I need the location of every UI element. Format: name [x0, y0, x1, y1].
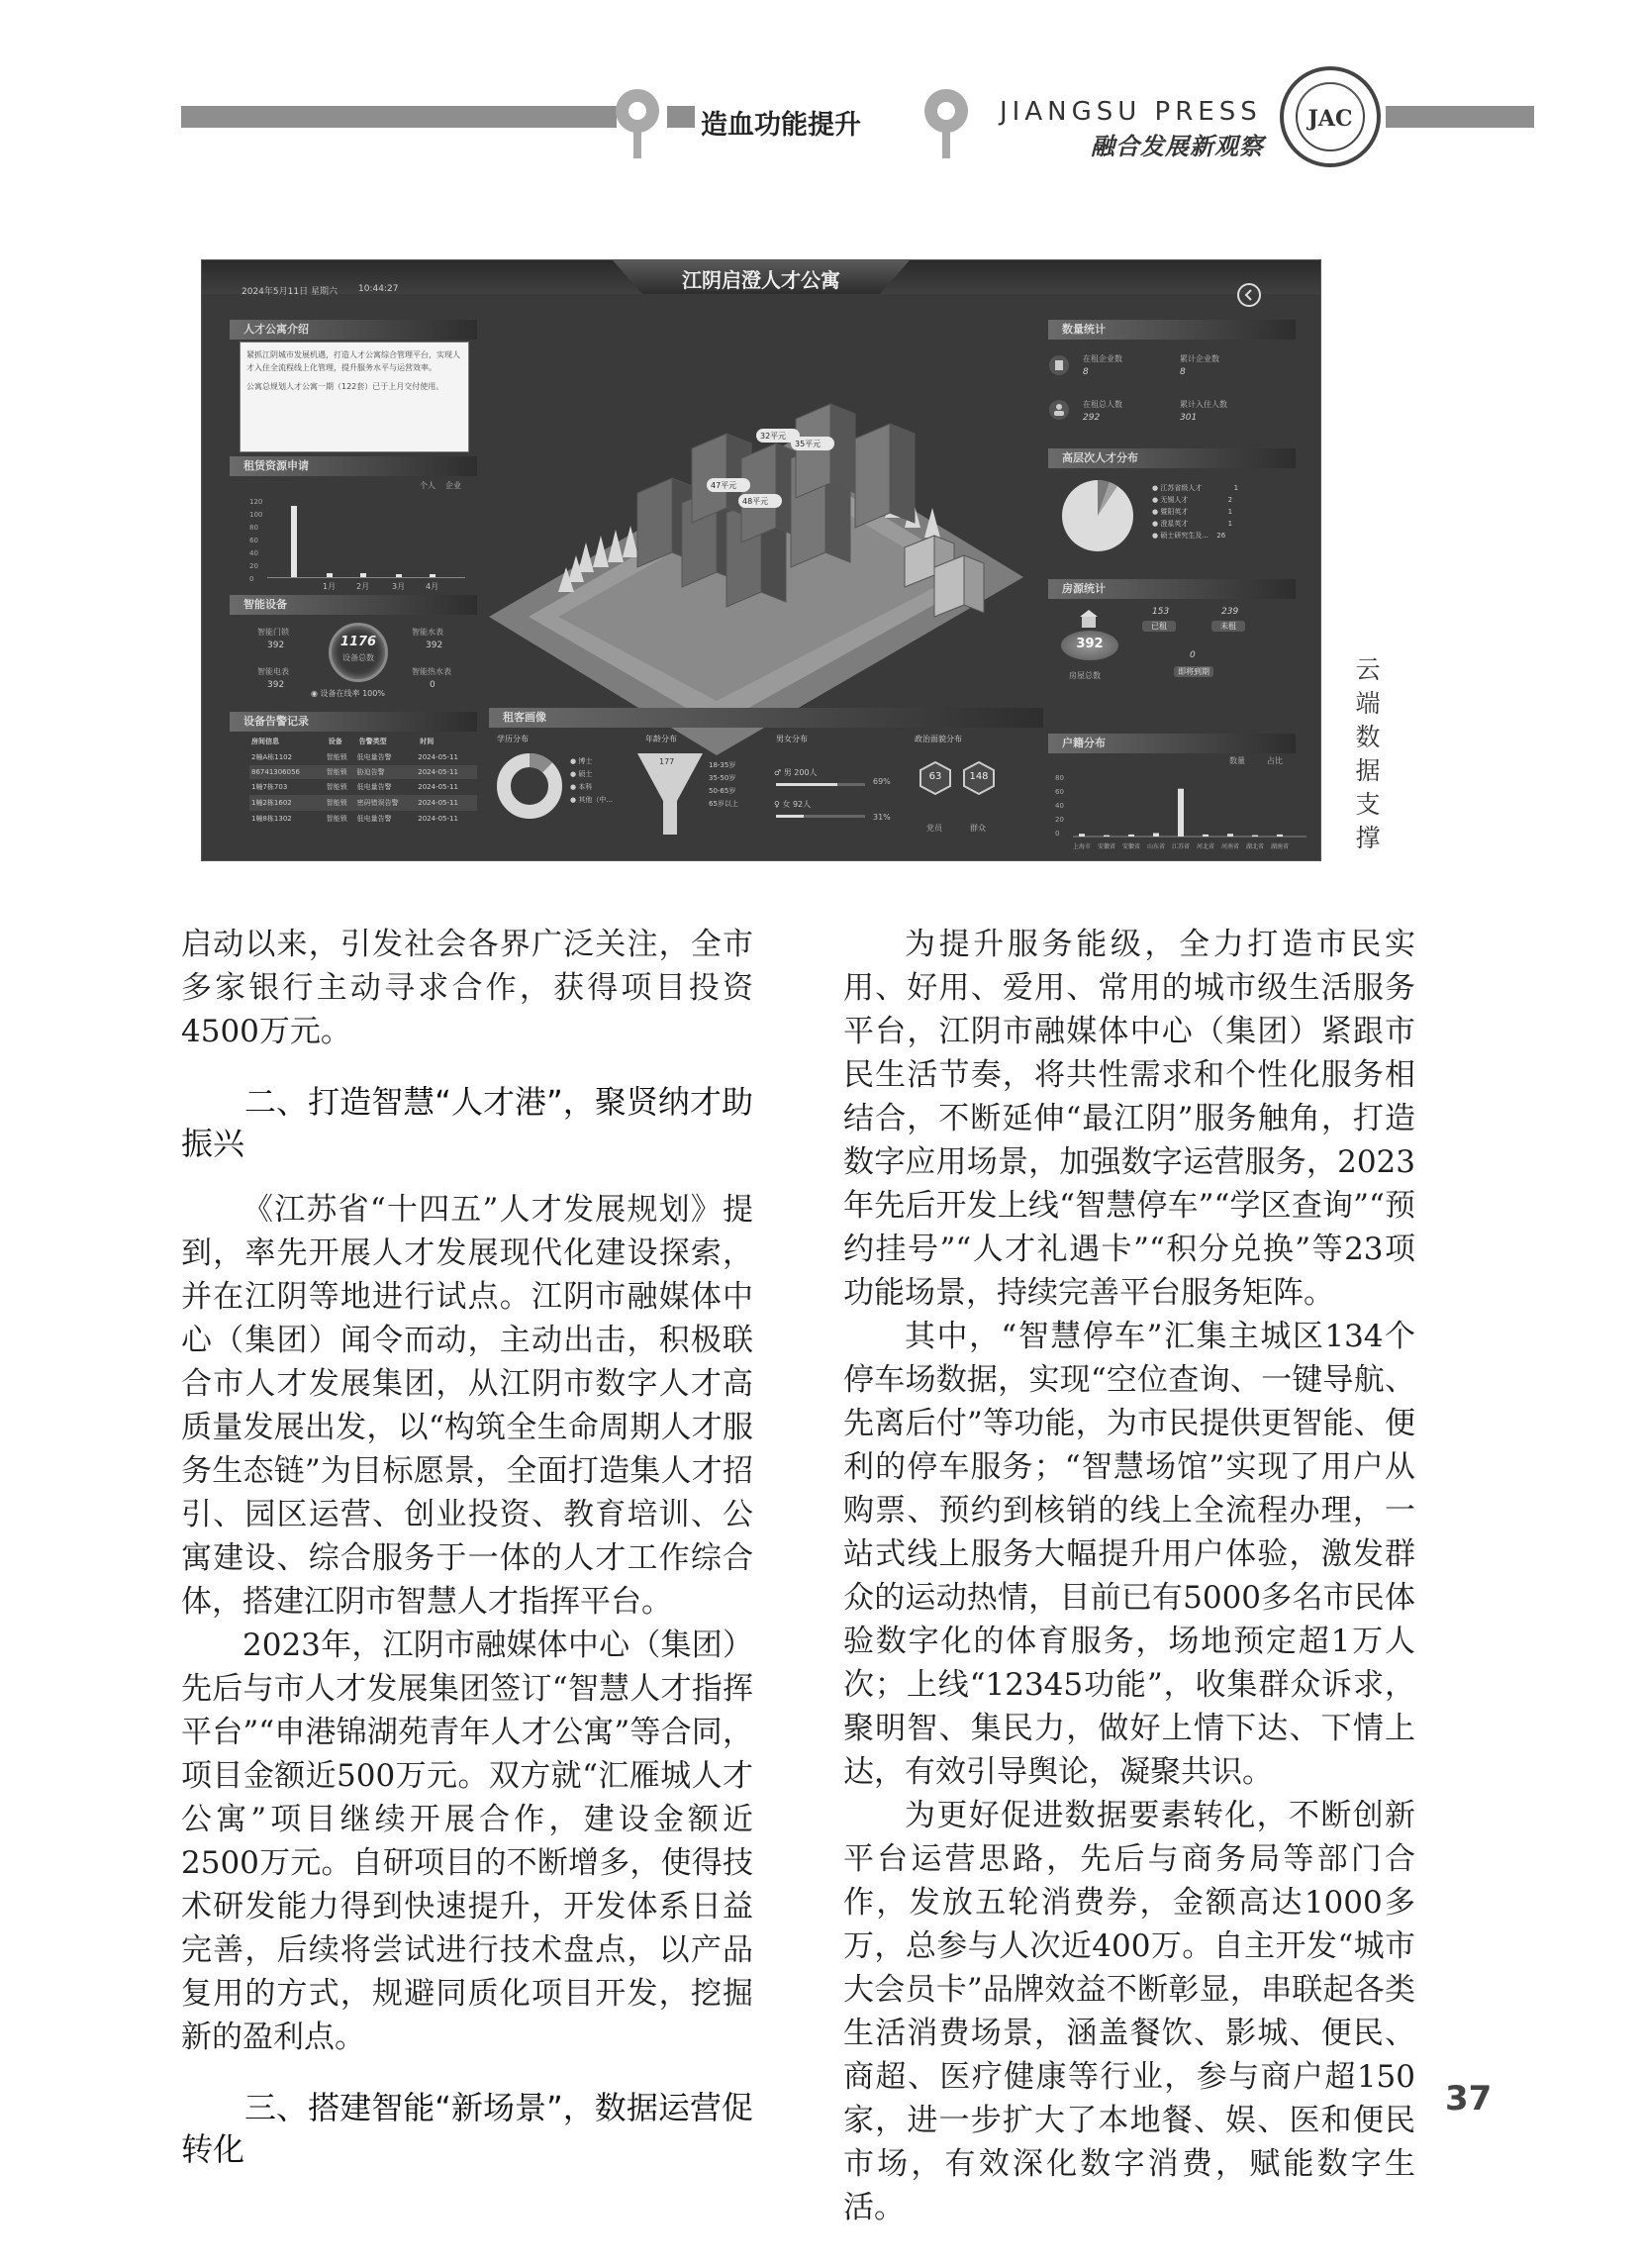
- legend-value: 1: [1227, 508, 1233, 516]
- house-expiring-value: 0: [1190, 650, 1196, 660]
- device-item-label: 智能电表: [257, 667, 289, 676]
- section-heading: 二、打造智慧“人才港”，聚贤纳才助振兴: [181, 1083, 753, 1162]
- intro-panel-title: 人才公寓介绍: [230, 320, 477, 340]
- household-bar: [1203, 835, 1209, 837]
- table-cell: 智能锁: [326, 768, 347, 776]
- party-value: 63: [928, 771, 942, 782]
- table-cell: 2024-05-11: [418, 799, 458, 807]
- table-cell: 2024-05-11: [418, 783, 458, 791]
- legend-value: 2: [1227, 496, 1233, 504]
- household-bar-chart: [1073, 775, 1310, 854]
- table-cell: 1幢2栋1602: [251, 799, 292, 807]
- alarm-col-header: 时间: [420, 738, 435, 745]
- household-y-tick: 80: [1055, 774, 1064, 782]
- house-total-value: 392: [1076, 637, 1104, 651]
- rent-bar: [291, 506, 297, 577]
- legend-item: ● 硕士研究生及... 26: [1152, 532, 1226, 540]
- rent-legend-company: 企业: [445, 481, 461, 490]
- alarm-col-header: 房间信息: [251, 738, 279, 745]
- alarm-col-header: 设备: [328, 738, 342, 745]
- alarm-table: [249, 734, 477, 827]
- body-paragraph: 《江苏省“十四五”人才发展规划》提到，率先开展人才发展现代化建设探索，并在江阴等地进行试点。江阴市融媒体中心（集团）闻令而动，主动出击，积极联合市人才发展集团，从江阴市数字人才高质量发展出发，以“构筑全生命周期人才服务生态链”为目标愿景，全面打造集人才招引、园区运营、创业投资、教育培训、公寓建设、综合服务于一体的人才工作综合体，搭建江阴市智慧人才指挥平台。: [181, 1192, 753, 1620]
- table-cell: 2024-05-11: [418, 815, 458, 823]
- house-expiring-label: 即将到期: [1174, 666, 1213, 677]
- household-x-tick: 江苏省: [1171, 843, 1191, 850]
- device-item-value: 392: [267, 680, 285, 690]
- device-item-value: 0: [430, 680, 435, 690]
- table-cell: 1幢8栋1302: [251, 815, 292, 823]
- rent-panel-title: 租赁资源申请: [230, 456, 477, 476]
- section-heading: 三、搭建智能“新场景”，数据运营促转化: [181, 2089, 753, 2168]
- stat-label: 累计入住人数: [1180, 400, 1227, 409]
- house-rented-value: 153: [1152, 607, 1170, 617]
- household-bar: [1104, 836, 1110, 837]
- legend-item: ● 澄星英才 1: [1152, 520, 1233, 528]
- household-y-tick: 60: [1055, 788, 1064, 796]
- legend-item: ● 无锡人才 2: [1152, 496, 1233, 504]
- online-indicator-icon: ◉: [311, 689, 321, 698]
- female-row: [774, 799, 811, 810]
- location-pin-icon: [917, 83, 976, 160]
- female-pct: 31%: [873, 813, 891, 822]
- legend-item: ● 其他（中...: [570, 796, 614, 804]
- table-cell: 胁迫告警: [356, 768, 385, 776]
- male-bar-fill: [776, 783, 837, 786]
- household-y-tick: 40: [1055, 802, 1064, 810]
- house-unrented-value: 239: [1221, 607, 1239, 617]
- stat-value: 8: [1180, 367, 1186, 377]
- party-label: 党员: [926, 824, 942, 833]
- caption-char: 据: [1355, 756, 1381, 785]
- rent-x-tick: 2月: [356, 582, 370, 591]
- body-paragraph: 2023年，江阴市融媒体中心（集团）先后与市人才发展集团签订“智慧人才指挥平台”“申港锦湖苑青年人才公寓”等合同，项目金额近500万元。双方就“汇雁城人才公寓”项目继续开展合作，建设金额近2500万元。自研项目的不断增多，使得技术研发能力得到快速提升，开发体系日益完善，后续将尝试进行技术盘点，以产品复用的方式，规避同质化项目开发，挖掘新的盈利点。: [181, 1627, 753, 2055]
- map-marker-label[interactable]: 32平元: [760, 432, 787, 441]
- rent-x-tick: 4月: [426, 582, 439, 591]
- association-seal-logo: [1279, 65, 1382, 168]
- house-rented-label: 已租: [1142, 621, 1176, 632]
- table-cell: 86741306056: [251, 768, 300, 776]
- table-cell: 低电量告警: [356, 783, 392, 791]
- svg-text:JAC: JAC: [1307, 106, 1353, 132]
- dashboard-date: 2024年5月11日 星期六: [242, 287, 338, 297]
- brand-chinese: 融合发展新观察: [1091, 132, 1264, 160]
- education-donut-chart: [495, 751, 564, 821]
- age-range: 18-35岁: [709, 761, 736, 769]
- household-x-tick: 山东省: [1146, 843, 1166, 850]
- legend-label: 其他（中...: [578, 796, 614, 804]
- section-title: 造血功能提升: [701, 110, 861, 141]
- alarm-col-header: 告警类型: [358, 738, 387, 745]
- device-item-value: 392: [426, 641, 443, 650]
- legend-label: 硕士研究生及...: [1160, 532, 1209, 540]
- female-bar-fill: [776, 815, 804, 818]
- male-icon: ♂: [774, 768, 784, 777]
- rent-y-tick: 20: [249, 562, 258, 570]
- legend-label: 无锡人才: [1160, 496, 1189, 504]
- table-row[interactable]: [249, 795, 477, 811]
- mass-label: 群众: [970, 824, 986, 833]
- female-value: 92人: [792, 800, 812, 809]
- brand-english: JIANGSU PRESS: [1000, 97, 1262, 127]
- household-x-tick: 安徽省: [1097, 843, 1116, 850]
- header-bar-left: [181, 106, 617, 128]
- education-legend: [570, 755, 613, 807]
- legend-label: 本科: [578, 783, 593, 791]
- table-cell: 智能锁: [326, 815, 347, 823]
- table-cell: 智能锁: [326, 753, 347, 761]
- legend-label: 江苏省级人才: [1160, 484, 1203, 492]
- rent-x-tick: 1月: [323, 582, 337, 591]
- alarm-panel-title: 设备告警记录: [230, 712, 477, 732]
- household-x-tick: 安徽省: [1121, 843, 1141, 850]
- education-title: 学历分布: [497, 735, 529, 743]
- male-row: [774, 767, 818, 778]
- age-ranges: [709, 759, 738, 811]
- online-rate-label: 设备在线率: [320, 689, 360, 698]
- table-cell: 1幢7栋703: [251, 783, 288, 791]
- map-marker-label[interactable]: 35平元: [795, 440, 822, 448]
- household-x-tick: 河北省: [1196, 843, 1215, 850]
- legend-value: 1: [1227, 520, 1233, 528]
- online-rate-value: 100%: [362, 689, 385, 698]
- caption-char: 云: [1355, 655, 1381, 684]
- mass-value: 148: [969, 771, 989, 782]
- age-range: 65岁以上: [709, 800, 738, 808]
- intro-paragraph-2: 公寓总规划人才公寓一期（122套）已于上月交付使用。: [246, 382, 444, 391]
- stat-value: 301: [1180, 413, 1198, 423]
- talent-pie-chart: [1058, 476, 1137, 555]
- device-item-label: 智能门锁: [257, 628, 289, 637]
- caption-char: 端: [1355, 689, 1381, 718]
- map-marker-label[interactable]: 47平元: [711, 481, 737, 490]
- left-column: [181, 923, 753, 2194]
- household-panel-title: 户籍分布: [1048, 734, 1296, 753]
- age-range: 35-50岁: [709, 774, 736, 782]
- household-bar: [1153, 834, 1159, 838]
- caption-char: 撑: [1355, 824, 1381, 852]
- device-item-label: 智能水表: [412, 628, 443, 637]
- household-x-tick: 湖北省: [1245, 843, 1265, 850]
- device-total-label: 设备总数: [342, 653, 374, 662]
- caption-char: 支: [1355, 790, 1381, 819]
- stat-value: 8: [1083, 367, 1089, 377]
- house-unrented-label: 未租: [1211, 621, 1245, 632]
- talent-panel-title: 高层次人才分布: [1048, 448, 1296, 468]
- household-y-tick: 0: [1055, 830, 1060, 838]
- table-row[interactable]: [249, 811, 477, 827]
- rent-x-tick: 3月: [392, 582, 406, 591]
- male-value: 200人: [794, 768, 818, 777]
- legend-label: 澄星英才: [1160, 520, 1189, 528]
- household-x-tick: 上海市: [1073, 843, 1092, 850]
- table-cell: 2024-05-11: [418, 768, 458, 776]
- table-cell: 智能锁: [326, 783, 347, 791]
- dashboard-screenshot: [201, 259, 1321, 861]
- gender-title: 男女分布: [776, 735, 808, 743]
- household-bar: [1079, 834, 1085, 837]
- rent-legend-personal: 个人: [420, 481, 435, 490]
- rent-x-axis: [267, 577, 465, 578]
- rent-y-tick: 100: [249, 511, 263, 519]
- table-cell: 2幢A栋1102: [251, 753, 293, 761]
- table-cell: 2024-05-11: [418, 753, 458, 761]
- device-item-label: 智能热水表: [412, 667, 451, 676]
- legend-item: ● 本科: [570, 783, 593, 791]
- household-x-tick: 湖南省: [1270, 843, 1290, 850]
- age-value: 177: [659, 757, 675, 766]
- household-x-tick: 河南省: [1220, 843, 1240, 850]
- talent-legend: [1152, 482, 1238, 542]
- header-bar-mid: [667, 106, 695, 128]
- alarm-table-header: [249, 734, 477, 749]
- right-column: [843, 923, 1415, 2229]
- legend-value: 26: [1216, 532, 1226, 540]
- person-icon: [1048, 399, 1070, 421]
- household-bar: [1277, 835, 1283, 837]
- online-rate-row: [311, 688, 385, 699]
- stat-label: 累计企业数: [1180, 354, 1219, 363]
- body-paragraph: 其中，“智慧停车”汇集主城区134个停车场数据，实现“空位查询、一键导航、先离后付”等功能，为市民提供更智能、便利的停车服务；“智慧场馆”实现了用户从购票、预约到核销的线上全流程办理，一站式线上服务大幅提升用户体验，激发群众的运动热情，目前已有5000多名市民体验数字化的体育服务，场地预定超1万人次；上线“12345功能”，收集群众诉求，聚明智、集民力，做好上情下达、下情上达，有效引导舆论，凝聚共识。: [843, 1319, 1415, 1790]
- location-pin-icon: [608, 83, 667, 160]
- back-icon[interactable]: [1236, 282, 1262, 308]
- device-total-value: 1176: [339, 635, 377, 649]
- rent-y-tick: 0: [249, 575, 254, 583]
- legend-label: 硕士: [578, 770, 593, 778]
- rent-y-tick: 80: [249, 524, 258, 532]
- legend-item: ● 暨阳英才 1: [1152, 508, 1233, 516]
- house-panel-title: 房源统计: [1048, 579, 1296, 599]
- rent-y-tick: 60: [249, 537, 258, 544]
- age-title: 年龄分布: [645, 735, 677, 743]
- page-number: 37: [1445, 2079, 1493, 2119]
- legend-label: 暨阳英才: [1160, 508, 1189, 516]
- female-bar: [776, 815, 865, 818]
- house-total-label: 房屋总数: [1069, 671, 1101, 680]
- household-legend-count: 数量: [1229, 756, 1245, 765]
- table-row[interactable]: [249, 749, 477, 765]
- device-panel-title: 智能设备: [230, 595, 477, 615]
- stat-value: 292: [1083, 413, 1101, 423]
- legend-label: 博士: [578, 757, 593, 765]
- table-cell: 密码错误告警: [356, 799, 399, 807]
- household-y-axis: [1055, 771, 1064, 840]
- household-legend-ratio: 占比: [1267, 756, 1283, 765]
- female-label: 女: [782, 800, 791, 809]
- stat-label: 在租企业数: [1083, 354, 1122, 363]
- rent-y-axis: [249, 496, 265, 585]
- caption-char: 数: [1355, 723, 1381, 751]
- dashboard-time: 10:44:27: [358, 284, 399, 294]
- table-row[interactable]: [249, 765, 477, 779]
- rent-y-tick: 40: [249, 549, 258, 557]
- header-bar-right: [1386, 106, 1534, 128]
- male-bar: [776, 783, 865, 786]
- building-icon: [1048, 354, 1070, 376]
- household-y-tick: 20: [1055, 816, 1064, 824]
- profile-panel-title: 租客画像: [489, 708, 1043, 728]
- device-item-value: 392: [267, 641, 285, 650]
- household-bar: [1178, 789, 1184, 837]
- male-label: 男: [783, 768, 792, 777]
- household-bar: [1252, 836, 1258, 837]
- legend-item: ● 博士: [570, 757, 593, 765]
- campus-3d-map[interactable]: [469, 320, 1023, 755]
- rent-y-tick: 120: [249, 498, 263, 506]
- stats-panel-title: 数量统计: [1048, 320, 1296, 340]
- map-marker-label[interactable]: 48平元: [742, 497, 769, 506]
- dashboard-title: 江阴启澄人才公寓: [682, 268, 840, 292]
- table-cell: 低电量告警: [356, 753, 392, 761]
- stat-label: 在租总人数: [1083, 400, 1122, 409]
- household-bar: [1227, 834, 1233, 837]
- female-icon: ♀: [774, 800, 783, 809]
- table-cell: 智能锁: [326, 799, 347, 807]
- politics-title: 政治面貌分布: [915, 735, 962, 743]
- house-icon: [1078, 609, 1100, 631]
- legend-item: ● 硕士: [570, 770, 593, 778]
- body-paragraph: 为更好促进数据要素转化，不断创新平台运营思路，先后与商务局等部门合作，发放五轮消费券，金额高达1000多万，总参与人次近400万。自主开发“城市大会员卡”品牌效益不断彰显，串联起各类生活消费场景，涵盖餐饮、影城、便民、商超、医疗健康等行业，参与商户超150家，进一步扩大了本地餐、娱、医和便民市场，有效深化数字消费，赋能数字生活。: [843, 1798, 1415, 2225]
- intro-panel-body: [240, 342, 469, 452]
- table-row[interactable]: [249, 779, 477, 795]
- table-cell: 低电量告警: [356, 815, 392, 823]
- intro-paragraph-1: 紧抓江阴城市发展机遇，打造人才公寓综合管理平台，实现人才入住全流程线上化管理，提升服务水平与运营效率。: [246, 350, 460, 372]
- body-paragraph: 启动以来，引发社会各界广泛关注，全市多家银行主动寻求合作，获得项目投资4500万元。: [181, 927, 753, 1049]
- household-bar: [1128, 835, 1134, 837]
- legend-item: ● 江苏省级人才 1: [1152, 484, 1239, 492]
- age-range: 50-65岁: [709, 787, 736, 795]
- body-paragraph: 为提升服务能级，全力打造市民实用、好用、爱用、常用的城市级生活服务平台，江阴市融媒体中心（集团）紧跟市民生活节奏，将共性需求和个性化服务相结合，不断延伸“最江阴”服务触角，打造数字应用场景，加强数字运营服务，2023年先后开发上线“智慧停车”“学区查询”“预约挂号”“人才礼遇卡”“积分兑换”等23项功能场景，持续完善平台服务矩阵。: [843, 927, 1415, 1311]
- male-pct: 69%: [873, 777, 891, 786]
- figure-caption-vertical: [1348, 653, 1388, 855]
- legend-value: 1: [1233, 484, 1239, 492]
